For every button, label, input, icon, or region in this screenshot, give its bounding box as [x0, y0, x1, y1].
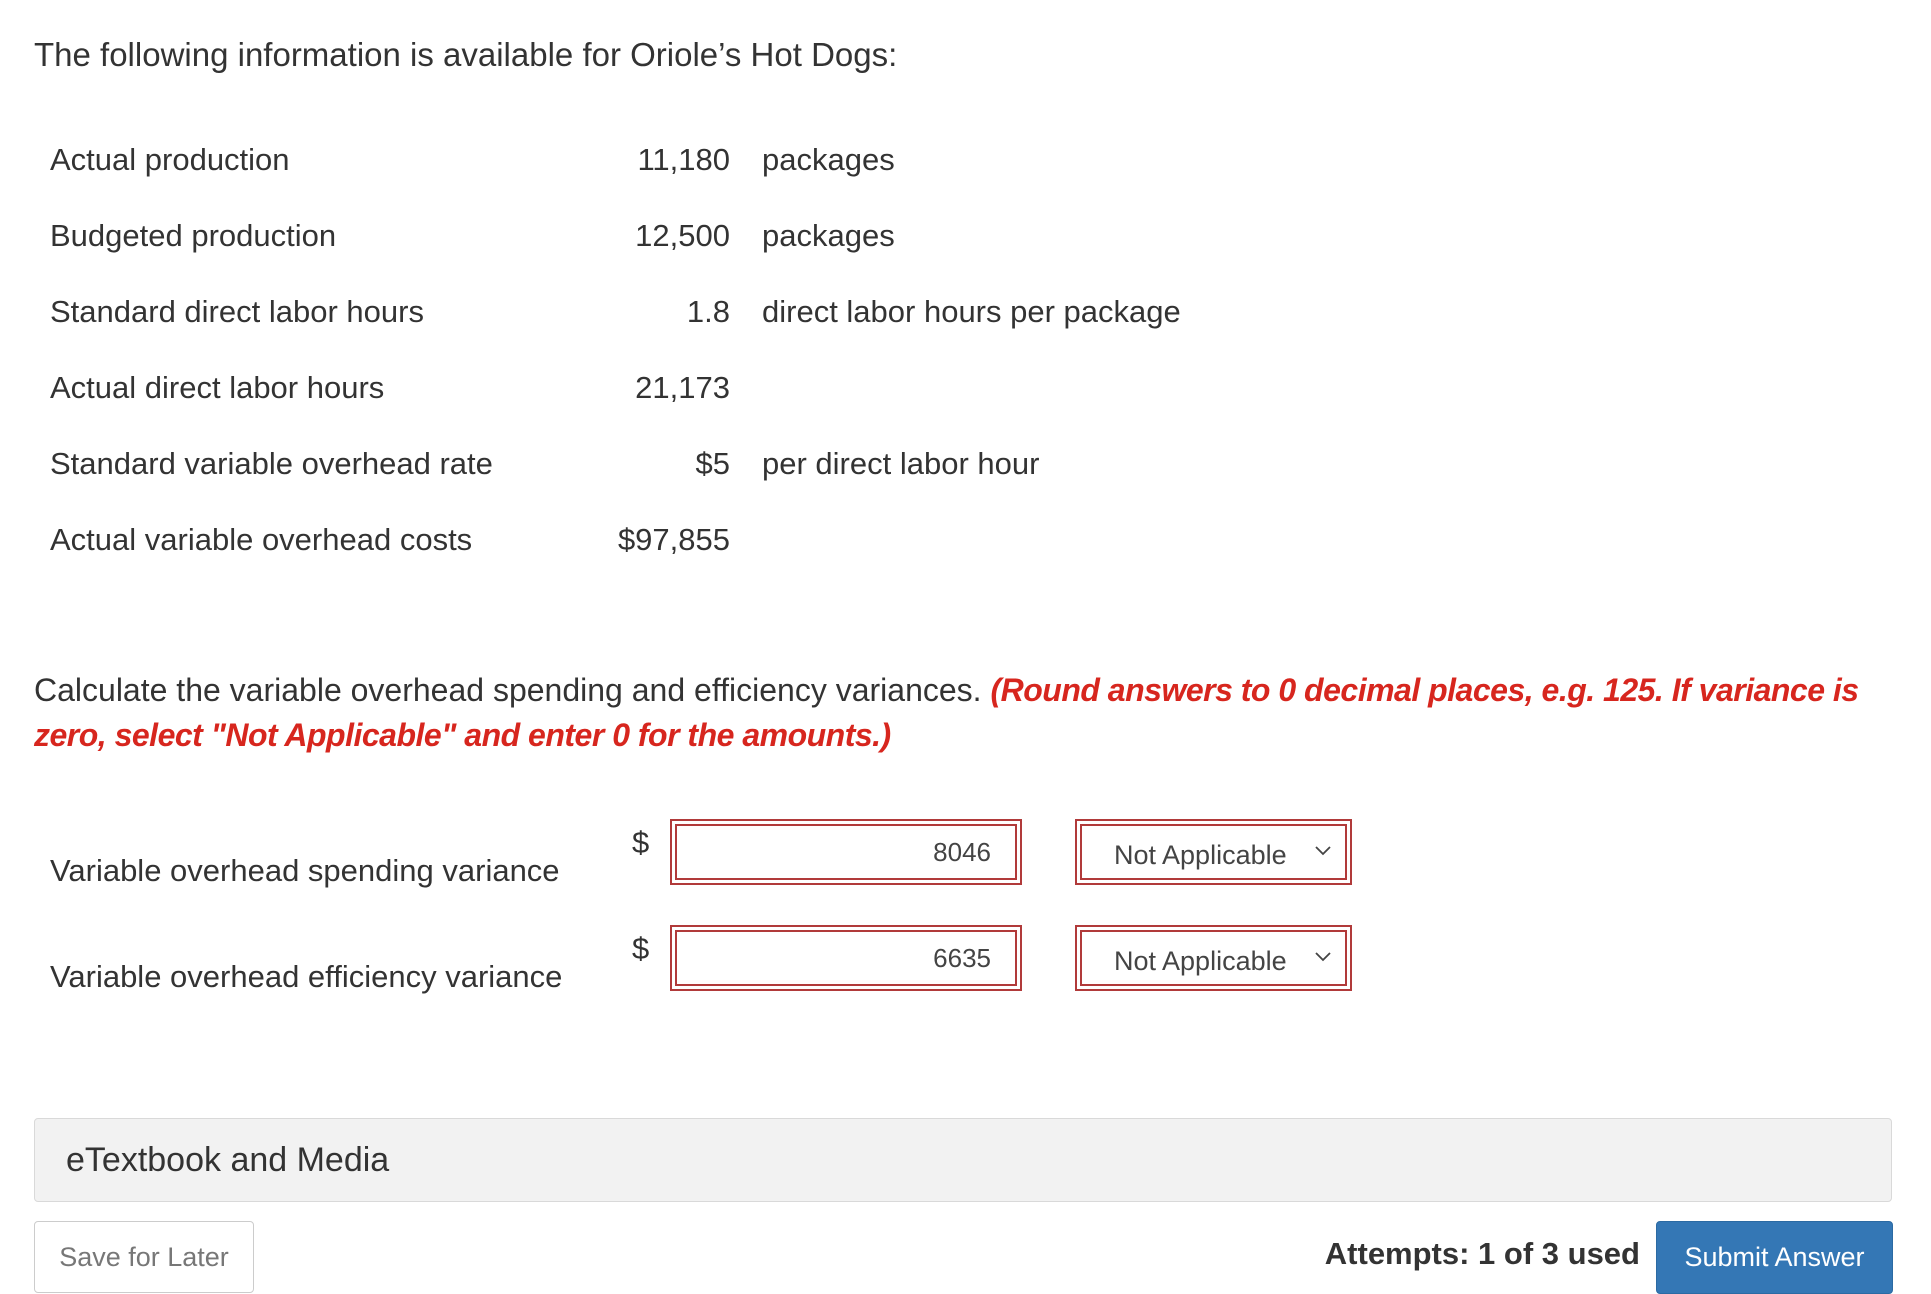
chevron-down-icon — [1313, 840, 1333, 860]
info-label: Actual direct labor hours — [50, 370, 385, 405]
submit-answer-button[interactable]: Submit Answer — [1656, 1221, 1893, 1294]
answer-row-spending — [0, 819, 1931, 889]
currency-symbol: $ — [632, 931, 650, 966]
efficiency-select-wrapper — [1075, 925, 1352, 991]
answer-row-efficiency — [0, 925, 1931, 995]
save-for-later-button[interactable]: Save for Later — [34, 1221, 254, 1293]
info-value: 1.8 — [686, 294, 730, 329]
info-unit: per direct labor hour — [762, 446, 1040, 481]
efficiency-variance-select[interactable] — [1080, 930, 1347, 986]
attempts-counter: Attempts: 1 of 3 used — [1324, 1236, 1640, 1271]
spending-variance-input[interactable] — [675, 824, 1017, 880]
info-value: 12,500 — [635, 218, 730, 253]
select-value: Not Applicable — [1114, 946, 1287, 976]
info-label: Standard variable overhead rate — [50, 446, 493, 481]
spending-amount-wrapper — [670, 819, 1022, 885]
select-value: Not Applicable — [1114, 840, 1287, 870]
intro-text: The following information is available for Oriole’s Hot Dogs: — [34, 36, 898, 73]
efficiency-variance-input[interactable] — [675, 930, 1017, 986]
currency-symbol: $ — [632, 825, 650, 860]
chevron-down-icon — [1313, 946, 1333, 966]
info-value: $5 — [695, 446, 730, 481]
answer-label: Variable overhead efficiency variance — [50, 959, 563, 994]
info-label: Budgeted production — [50, 218, 337, 253]
info-value: 11,180 — [637, 142, 730, 177]
answer-label: Variable overhead spending variance — [50, 853, 560, 888]
info-label: Standard direct labor hours — [50, 294, 424, 329]
info-unit: direct labor hours per package — [762, 294, 1181, 329]
info-unit: packages — [762, 142, 895, 177]
info-label: Actual variable overhead costs — [50, 522, 473, 557]
spending-variance-select[interactable] — [1080, 824, 1347, 880]
question-instruction: (Round answers to 0 decimal places, e.g. 125. If variance is zero, select "Not Applicable" and enter 0 for the amounts.) — [34, 672, 1859, 753]
etextbook-media-label: eTextbook and Media — [66, 1141, 390, 1179]
question-prompt — [34, 668, 1884, 758]
info-unit: packages — [762, 218, 895, 253]
efficiency-amount-wrapper — [670, 925, 1022, 991]
info-label: Actual production — [50, 142, 290, 177]
etextbook-media-panel[interactable] — [34, 1118, 1892, 1202]
info-value: $97,855 — [617, 522, 730, 557]
spending-select-wrapper — [1075, 819, 1352, 885]
question-text: Calculate the variable overhead spending and efficiency variances. — [34, 672, 982, 708]
info-value: 21,173 — [635, 370, 730, 405]
